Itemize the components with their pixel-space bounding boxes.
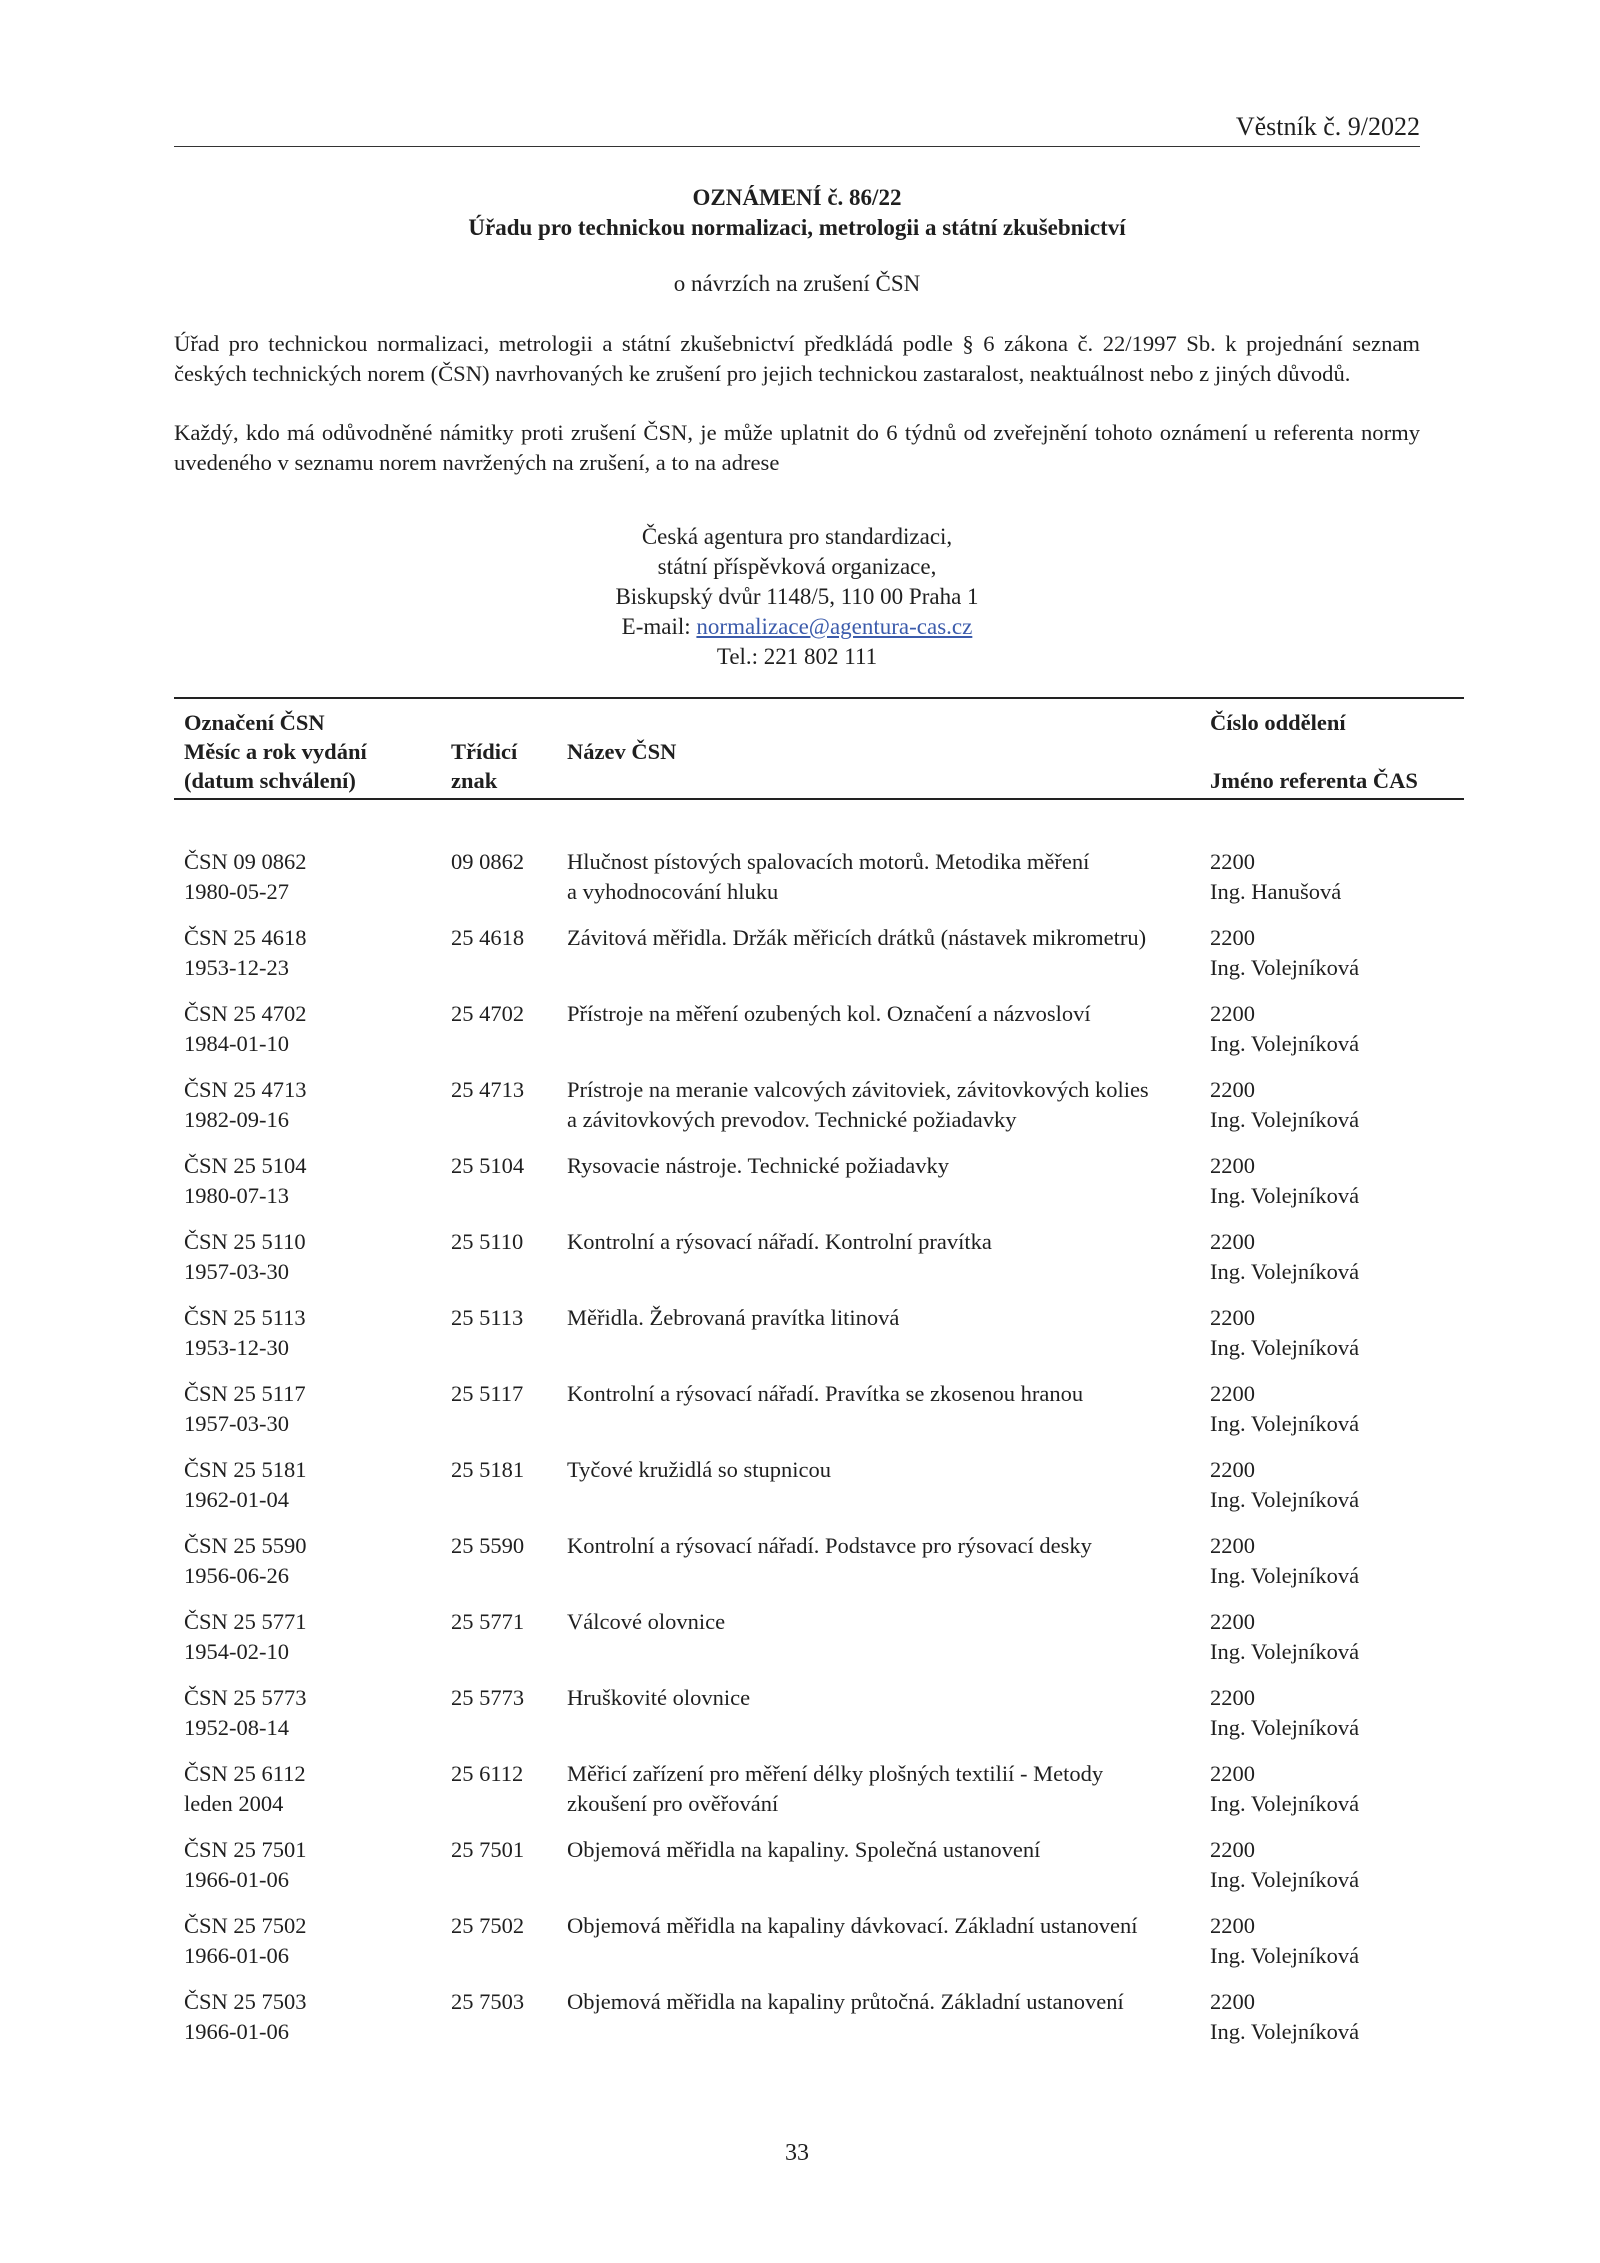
standard-name-line: Objemová měřidla na kapaliny. Společná ustanovení	[567, 1837, 1041, 1862]
designation-cell	[184, 1075, 434, 1134]
standard-name-cell	[567, 1075, 1217, 1134]
header-class: Třídicí znak	[451, 739, 518, 793]
designation-cell	[184, 1683, 434, 1742]
class-code: 25 4713	[451, 1077, 525, 1102]
standard-name-cell	[567, 1379, 1217, 1438]
intro-paragraph: Úřad pro technickou normalizaci, metrologii a státní zkušebnictví předkládá podle § 6 zákona č. 22/1997 Sb. k projednání seznam českých technických norem (ČSN) navrhovaných ke zrušení pro jejich technickou zastaralost, neaktuálnost nebo z jiných důvodů.	[174, 331, 1420, 386]
dept-number: 2200	[1210, 1609, 1255, 1634]
approval-date: 1980-07-13	[184, 1182, 289, 1208]
referent-name: Ing. Volejníková	[1210, 1790, 1360, 1816]
objection-paragraph: Každý, kdo má odůvodněné námitky proti zrušení ČSN, je může uplatnit do 6 týdnů od zveřejnění tohoto oznámení u referenta normy uvedeného v seznamu norem navržených na zrušení, a to na adrese	[174, 420, 1420, 475]
referent-cell	[1210, 1075, 1460, 1134]
dept-number: 2200	[1210, 1457, 1255, 1482]
table-row	[174, 1455, 1464, 1531]
table-top-rule	[174, 697, 1464, 699]
approval-date: 1962-01-04	[184, 1486, 289, 1512]
header-dept: Číslo oddělení	[1210, 710, 1346, 735]
standard-name-line: zkoušení pro ověřování	[567, 1790, 779, 1816]
table-row	[174, 1987, 1464, 2063]
referent-cell	[1210, 1303, 1460, 1362]
standard-code: ČSN 25 4618	[184, 925, 307, 950]
standard-name-line: Objemová měřidla na kapaliny dávkovací. Základní ustanovení	[567, 1913, 1138, 1938]
notice-subject: o návrzích na zrušení ČSN	[673, 271, 921, 296]
referent-cell	[1210, 1379, 1460, 1438]
approval-date: 1966-01-06	[184, 1942, 289, 1968]
referent-name: Ing. Volejníková	[1210, 1030, 1360, 1056]
class-code: 25 7501	[451, 1837, 525, 1862]
dept-number: 2200	[1210, 1913, 1255, 1938]
class-code: 25 7502	[451, 1913, 525, 1938]
address-line: Česká agentura pro standardizaci,	[641, 524, 953, 549]
standard-code: ČSN 25 5117	[184, 1381, 306, 1406]
standard-name-cell	[567, 1303, 1217, 1362]
class-code: 25 5117	[451, 1381, 524, 1406]
standard-code: ČSN 25 5771	[184, 1609, 307, 1634]
standard-code: ČSN 25 5181	[184, 1457, 307, 1482]
referent-cell	[1210, 1835, 1460, 1894]
standard-name-cell	[567, 1759, 1217, 1818]
dept-number: 2200	[1210, 1533, 1255, 1558]
table-row	[174, 1759, 1464, 1835]
approval-date: 1953-12-30	[184, 1334, 289, 1360]
standard-code: ČSN 25 5590	[184, 1533, 307, 1558]
designation-cell	[184, 1455, 434, 1514]
referent-cell	[1210, 1911, 1460, 1970]
standard-name-line: Měřicí zařízení pro měření délky plošných textilií - Metody	[567, 1761, 1104, 1786]
standard-code: ČSN 25 6112	[184, 1761, 306, 1786]
standard-code: ČSN 25 5104	[184, 1153, 307, 1178]
standard-name-cell	[567, 1531, 1217, 1590]
dept-number: 2200	[1210, 1381, 1255, 1406]
class-code: 25 5181	[451, 1457, 525, 1482]
designation-cell	[184, 923, 434, 982]
issue-label: Věstník č. 9/2022	[1235, 112, 1420, 141]
standard-name-line	[567, 1029, 1217, 1059]
standard-code: ČSN 25 7502	[184, 1913, 307, 1938]
standard-name-line: Přístroje na měření ozubených kol. Označení a názvosloví	[567, 1001, 1091, 1026]
dept-number: 2200	[1210, 1837, 1255, 1862]
dept-number: 2200	[1210, 849, 1255, 874]
table-row	[174, 1835, 1464, 1911]
standard-name-line	[567, 1409, 1217, 1439]
class-code: 09 0862	[451, 849, 525, 874]
referent-cell	[1210, 847, 1460, 906]
page-number: 33	[785, 2140, 809, 2166]
dept-number: 2200	[1210, 925, 1255, 950]
referent-cell	[1210, 999, 1460, 1058]
standard-name-cell	[567, 1607, 1217, 1666]
designation-cell	[184, 999, 434, 1058]
standard-name-line: Kontrolní a rýsovací nářadí. Kontrolní pravítka	[567, 1229, 992, 1254]
referent-cell	[1210, 1455, 1460, 1514]
table-row	[174, 1303, 1464, 1379]
standard-code: ČSN 25 5113	[184, 1305, 306, 1330]
referent-name: Ing. Volejníková	[1210, 1562, 1360, 1588]
standard-name-line	[567, 1941, 1217, 1971]
referent-name: Ing. Hanušová	[1210, 878, 1342, 904]
standard-code: ČSN 25 4713	[184, 1077, 307, 1102]
dept-number: 2200	[1210, 1229, 1255, 1254]
approval-date: 1957-03-30	[184, 1258, 289, 1284]
table-row	[174, 1683, 1464, 1759]
table-row	[174, 1531, 1464, 1607]
designation-cell	[184, 1911, 434, 1970]
standard-code: ČSN 25 5110	[184, 1229, 306, 1254]
standard-name-cell	[567, 1835, 1217, 1894]
standard-name-line	[567, 1713, 1217, 1743]
standard-name-line	[567, 1561, 1217, 1591]
approval-date: 1984-01-10	[184, 1030, 289, 1056]
standard-name-cell	[567, 1227, 1217, 1286]
designation-cell	[184, 1379, 434, 1438]
standard-name-line: Válcové olovnice	[567, 1609, 726, 1634]
notice-title-block	[174, 183, 1420, 243]
standard-name-line	[567, 953, 1217, 983]
running-header	[174, 108, 1420, 147]
approval-date: 1966-01-06	[184, 1866, 289, 1892]
designation-cell	[184, 847, 434, 906]
table-row	[174, 1075, 1464, 1151]
designation-cell	[184, 1531, 434, 1590]
designation-cell	[184, 1303, 434, 1362]
standard-name-line: Hruškovité olovnice	[567, 1685, 751, 1710]
class-code: 25 4702	[451, 1001, 525, 1026]
standard-name-cell	[567, 847, 1217, 906]
standard-name-line: Hlučnost pístových spalovacích motorů. Metodika měření	[567, 849, 1090, 874]
dept-number: 2200	[1210, 1077, 1255, 1102]
standard-name-line	[567, 1257, 1217, 1287]
standard-code: ČSN 25 4702	[184, 1001, 307, 1026]
standard-name-line: Tyčové kružidlá so stupnicou	[567, 1457, 831, 1482]
referent-name: Ing. Volejníková	[1210, 2018, 1360, 2044]
referent-name: Ing. Volejníková	[1210, 1106, 1360, 1132]
address-block	[174, 522, 1420, 672]
designation-cell	[184, 1607, 434, 1666]
table-row	[174, 1151, 1464, 1227]
standard-name-line	[567, 1637, 1217, 1667]
designation-cell	[184, 1227, 434, 1286]
referent-name: Ing. Volejníková	[1210, 1410, 1360, 1436]
approval-date: 1980-05-27	[184, 878, 289, 904]
table-row	[174, 1227, 1464, 1303]
standard-name-line	[567, 1865, 1217, 1895]
approval-date: 1954-02-10	[184, 1638, 289, 1664]
class-code: 25 5771	[451, 1609, 525, 1634]
standard-name-line: a vyhodnocování hluku	[567, 878, 779, 904]
email-label: E-mail:	[621, 614, 697, 639]
class-code: 25 5110	[451, 1229, 524, 1254]
notice-title: OZNÁMENÍ č. 86/22	[692, 185, 902, 210]
referent-name: Ing. Volejníková	[1210, 1942, 1360, 1968]
standard-name-cell	[567, 999, 1217, 1058]
referent-cell	[1210, 1607, 1460, 1666]
table-row	[174, 1379, 1464, 1455]
class-code: 25 4618	[451, 925, 525, 950]
standard-code: ČSN 25 5773	[184, 1685, 307, 1710]
standard-name-line: Kontrolní a rýsovací nářadí. Pravítka se zkosenou hranou	[567, 1381, 1084, 1406]
standard-name-line: Kontrolní a rýsovací nářadí. Podstavce pro rýsovací desky	[567, 1533, 1092, 1558]
dept-number: 2200	[1210, 1001, 1255, 1026]
standard-code: ČSN 25 7501	[184, 1837, 307, 1862]
standard-name-line: Prístroje na meranie valcových závitoviek, závitovkových kolies	[567, 1077, 1149, 1102]
referent-cell	[1210, 1683, 1460, 1742]
class-code: 25 5104	[451, 1153, 525, 1178]
header-name: Název ČSN	[567, 739, 677, 764]
standard-name-cell	[567, 1683, 1217, 1742]
referent-name: Ing. Volejníková	[1210, 1258, 1360, 1284]
class-code: 25 5113	[451, 1305, 524, 1330]
table-body	[174, 847, 1464, 2063]
dept-number: 2200	[1210, 1761, 1255, 1786]
approval-date: leden 2004	[184, 1790, 284, 1816]
standard-name-cell	[567, 1987, 1217, 2046]
table-header-rule	[174, 798, 1464, 800]
approval-date: 1953-12-23	[184, 954, 289, 980]
approval-date: 1952-08-14	[184, 1714, 289, 1740]
standard-name-line	[567, 2017, 1217, 2047]
address-line: státní příspěvková organizace,	[657, 554, 937, 579]
phone-line: Tel.: 221 802 111	[716, 644, 878, 669]
referent-name: Ing. Volejníková	[1210, 1182, 1360, 1208]
header-referent: Jméno referenta ČAS	[1210, 768, 1418, 793]
approval-date: 1957-03-30	[184, 1410, 289, 1436]
class-code: 25 7503	[451, 1989, 525, 2014]
referent-name: Ing. Volejníková	[1210, 954, 1360, 980]
standard-name-cell	[567, 1455, 1217, 1514]
referent-name: Ing. Volejníková	[1210, 1714, 1360, 1740]
designation-cell	[184, 1987, 434, 2046]
table-row	[174, 923, 1464, 999]
approval-date: 1982-09-16	[184, 1106, 289, 1132]
designation-cell	[184, 1759, 434, 1818]
address-line: Biskupský dvůr 1148/5, 110 00 Praha 1	[615, 584, 979, 609]
class-code: 25 5590	[451, 1533, 525, 1558]
standard-code: ČSN 25 7503	[184, 1989, 307, 2014]
standard-name-line	[567, 1333, 1217, 1363]
standard-name-cell	[567, 923, 1217, 982]
table-row	[174, 1607, 1464, 1683]
designation-cell	[184, 1151, 434, 1210]
referent-name: Ing. Volejníková	[1210, 1638, 1360, 1664]
standard-code: ČSN 09 0862	[184, 849, 307, 874]
standard-name-cell	[567, 1911, 1217, 1970]
standard-name-line: Závitová měřidla. Držák měřicích drátků (nástavek mikrometru)	[567, 925, 1147, 950]
approval-date: 1966-01-06	[184, 2018, 289, 2044]
table-row	[174, 999, 1464, 1075]
standard-name-line: Měřidla. Žebrovaná pravítka litinová	[567, 1305, 900, 1330]
class-code: 25 6112	[451, 1761, 524, 1786]
standard-name-cell	[567, 1151, 1217, 1210]
referent-cell	[1210, 1227, 1460, 1286]
header-designation: Označení ČSN Měsíc a rok vydání (datum schválení)	[184, 710, 367, 793]
standard-name-line: Rysovacie nástroje. Technické požiadavky	[567, 1153, 949, 1178]
referent-cell	[1210, 1531, 1460, 1590]
referent-name: Ing. Volejníková	[1210, 1486, 1360, 1512]
referent-name: Ing. Volejníková	[1210, 1866, 1360, 1892]
email-link[interactable]: normalizace@agentura-cas.cz	[696, 614, 973, 639]
notice-issuer: Úřadu pro technickou normalizaci, metrologii a státní zkušebnictví	[468, 215, 1126, 240]
referent-cell	[1210, 923, 1460, 982]
table-row	[174, 1911, 1464, 1987]
dept-number: 2200	[1210, 1153, 1255, 1178]
referent-cell	[1210, 1759, 1460, 1818]
referent-cell	[1210, 1987, 1460, 2046]
dept-number: 2200	[1210, 1305, 1255, 1330]
standard-name-line: a závitovkových prevodov. Technické požiadavky	[567, 1106, 1017, 1132]
standard-name-line: Objemová měřidla na kapaliny průtočná. Základní ustanovení	[567, 1989, 1124, 2014]
class-code: 25 5773	[451, 1685, 525, 1710]
email-line	[174, 612, 1420, 642]
approval-date: 1956-06-26	[184, 1562, 289, 1588]
designation-cell	[184, 1835, 434, 1894]
standard-name-line	[567, 1485, 1217, 1515]
dept-number: 2200	[1210, 1685, 1255, 1710]
table-row	[174, 847, 1464, 923]
referent-name: Ing. Volejníková	[1210, 1334, 1360, 1360]
dept-number: 2200	[1210, 1989, 1255, 2014]
standard-name-line	[567, 1181, 1217, 1211]
referent-cell	[1210, 1151, 1460, 1210]
